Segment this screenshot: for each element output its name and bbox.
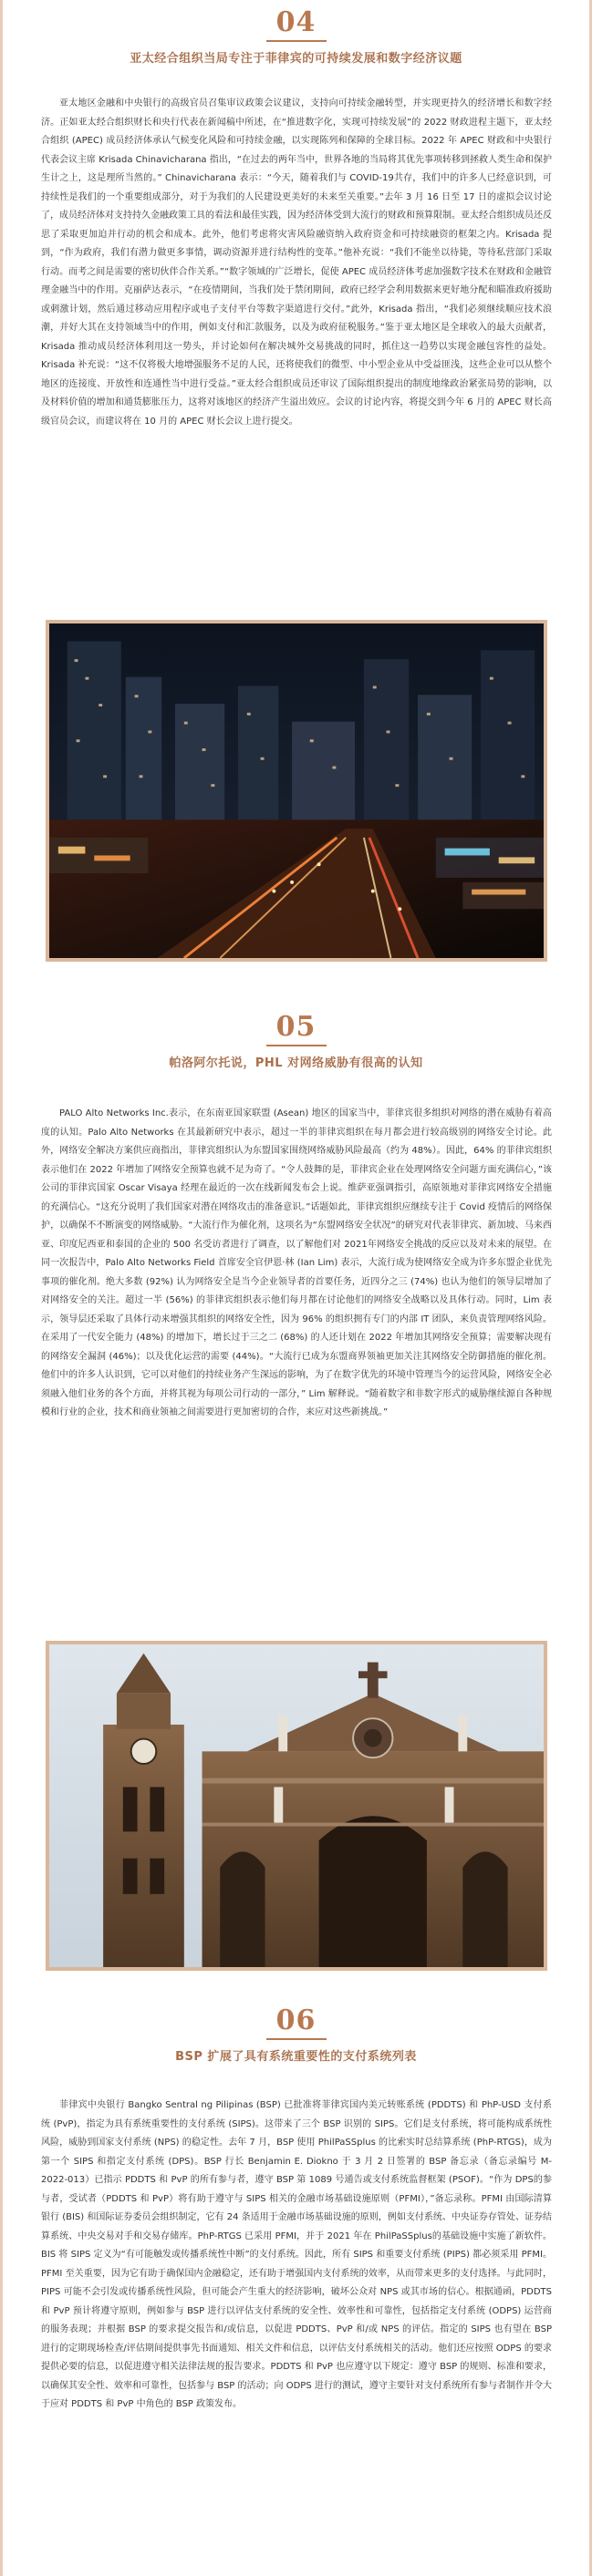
section-title: 帕洛阿尔托说，PHL 对网络威胁有很高的认知 [169, 1056, 423, 1070]
section-title: 亚太经合组织当局专注于菲律宾的可持续发展和数字经济议题 [130, 52, 462, 66]
section-divider [266, 1045, 327, 1046]
section-number: 06 [275, 2004, 317, 2036]
section-divider [266, 40, 327, 42]
section-number: 05 [275, 1011, 317, 1043]
paragraph: PALO Alto Networks Inc.表示，在东南亚国家联盟 (Asean) 地区的国家当中，菲律宾很多组织对网络的潜在威胁有着高度的认知。Palo Alto Networks 在其最新研究中表示，超过一半的菲律宾组织在每月都会进行较高级别的网络安全讨论。此外，网络安全解决方案供应商指出，菲律宾组织认为东盟国家围绕网络威胁风险最高（约为 48%）。因此，64% 的菲律宾组织表示他们在 2022 年增加了网络安全预算也就不足为奇了。“令人鼓舞的是，菲律宾企业在处理网络安全问题方面充满信心，”该公司的菲律宾国家 Oscar Visaya 经理在最近的一次在线新闻发布会上说。维萨亚强调指引，高原领地对菲律宾网络安全措施的充满信心。“这充分说明了我们国家对潜在网络攻击的准备意识。”话题如此，菲律宾组织应继续专注于 Covid 疫情后的网络保护，以确保不不断演变的网络威胁。“大流行作为催化剂，这项名为“东盟网络安全状况”的研究对代表菲律宾、新加坡、马来西亚、印度尼西亚和泰国的企业的 500 名受访者进行了调查，以了解他们对 2021年网络安全挑战的反应以及对未来的展望。在同一次报告中，Palo Alto Networks Field 首席安全官伊恩·林 (Ian Lim) 表示，大流行成为使网络安全成为许多东盟企业优先事项的催化剂。绝大多数 (92%) 认为网络安全是当今企业领导者的首要任务，近四分之三 (74%) 也认为他们的领导层增加了对网络安全的关注。超过一半 (56%) 的菲律宾组织表示他们每月都在讨论他们的网络安全战略以及具体行动。同时，Lim 表示，领导层还采取了具体行动来增强其组织的网络安全性，因为 96% 的组织拥有专门的内部 IT 团队，来负责管理网络风险。在采用了一代安全能力 (48%) 的增加下，增长过于三之二 (68%) 的人还计划在 2022 年增加其网络安全预算；需要解决现有的网络安全漏洞 (46%)；以及优化运营的需要 (44%)。“大流行已成为东盟商界领袖更加关注其网络安全防御措施的催化剂。他们中的许多人认识到，它可以对他们的持续业务产生深远的影响，为了在数字优先的环境中管理当今的运营风险，网络安全必须融入他们业务的各个方面，并将其视为每项公司行动的一部分，” Lim 解释说。“随着数字和非数字形式的威胁继续源自各种规模和行业的企业，技术和商业领袖之间需要进行更加密切的合作，来应对这些新挑战。” [41, 1108, 552, 1417]
section-05-body [41, 1105, 552, 1615]
section-divider [266, 2038, 327, 2040]
section-header [3, 1012, 589, 1072]
cathedral-image [49, 1644, 544, 1967]
section-04 [3, 7, 589, 67]
section-04-body [41, 95, 552, 605]
paragraph: 菲律宾中央银行 Bangko Sentral ng Pilipinas (BSP) 已批准将菲律宾国内美元转账系统 (PDDTS) 和 PhP-USD 支付系统 (PvP)，指定为具有系统重要性的支付系统 (SIPS)。这带来了三个 BSP 识别的 SIPS。它们是支付系统，将可能构成系统性风险，威胁到国家支付系统 (NPS) 的稳定性。去年 7 月，BSP 使用 PhilPaSSplus 的比索实时总结算系统 (PhP-RTGS)，成为第一个 SIPS 和指定支付系统 (DPS)。BSP 行长 Benjamin E. Diokno 于 3 月 2 日签署的 BSP 备忘录（备忘录编号 M- 2022-013）已指示 PDDTS 和 PvP 的所有参与者，遵守 BSP 第 1089 号通告或支付系统监督框架 (PSOF)。“作为 DPS的参与者，受试者（PDDTS 和 PvP）将有助于遵守与 SIPS 相关的金融市场基础设施原则（PFMI），”备忘录称。PFMI 由国际清算银行 (BIS) 和国际证券委员会组织制定，它有 24 条适用于金融市场基础设施的原则，例如支付系统、中央证券存管处、证券结算系统、中央交易对手和交易存储库。PhP-RTGS 已采用 PFMI，并于 2021 年在 PhilPaSSplus的基础设施中实施了新软件。BIS 将 SIPS 定义为“有可能触发或传播系统性中断”的支付系统。因此，所有 SIPS 和重要支付系统 (PIPS) 都必须采用 PFMI。PFMI 至关重要，因为它有助于确保国内金融稳定，还有助于增强国内支付系统的效率，从而带来更多的支付选择。与此同时，PIPS 可能不会引发或传播系统性风险，但可能会产生重大的经济影响，破坏公众对 NPS 或其市场的信心。根据通函，PDDTS 和 PvP 预计将遵守原则，例如参与 BSP 进行以评估支付系统的安全性、效率性和可靠性，包括指定支付系统 (ODPS) 运营商的服务表现；并根据 BSP 的要求提交报告和/或信息，以促进 PDDTS、PvP 和/或 NPS 的评估。指定的 SIPS 也有望在 BSP 进行的定期现场检查/评估期间提供事先书面通知、相关文件和信息，以评估支付系统相关的活动。他们还应按照 ODPS 的要求提供必要的信息，以促进遵守相关法律法规的报告要求。PDDTS 和 PvP 也应遵守以下规定：遵守 BSP 的规则、标准和要求，以确保其安全性、效率和可靠性，包括参与 BSP 的活动；向 ODPS 进行的测试，遵守主要针对支付系统所有参与者制作并令大于应对 PDDTS 和 PvP 中角色的 BSP 政策发布。 [41, 2100, 552, 2409]
night-city-image [49, 623, 544, 958]
manila-night-city-photo [46, 620, 547, 962]
section-06-body [41, 2097, 552, 2557]
section-header [3, 2005, 589, 2066]
section-title: BSP 扩展了具有系统重要性的支付系统列表 [175, 2050, 417, 2064]
section-05 [3, 1012, 589, 1072]
paragraph: 亚太地区金融和中央银行的高级官员召集审议政策会议建议，支持向可持续金融转型，并实现更持久的经济增长和数字经济。正如亚太经合组织财长和央行代表在新闻稿中所述，在“推进数字化，实现可持续发展”的 2022 财政进程主题下，亚太经合组织 (APEC) 成员经济体承认气候变化风险和可持续金融，以实现陈列和保障的全球目标。2022 年 APEC 财政和中央银行代表会议主席 Krisada Chinavicharana 指出，“在过去的两年当中，世界各地的当局将其优先事项转移到拯救人类生命和保护生计之上，这是理所当然的。” Chinavicharana 表示：“今天，随着我们与 COVID-19共存，我们中的许多人已经意识到，可持续性是我们的一个重要组成部分，对于为我们的人民建设更美好的未来至关重要。”去年 3 月 16 日至 17 日的虚拟会议讨论了，成员经济体对支持持久金融政策工具的看法和最佳实践，因为经济体受到大流行的财政和预算限制。亚太经合组织成员还反思了采取更加迫并行动的机会和成本。此外，他们考虑将灾害风险融资纳入政府资金和可持续融资的框架之内。Krisada 提到，“作为政府，我们有潜力做更多事情，调动资源并进行结构性的变革。”他补充说：“我们不能坐以待毙，等待私营部门采取行动。而考之间是需要的密切伙伴合作关系。”“数字领域的广泛增长，促使 APEC 成员经济体考虑加强数字技术在财政和金融管理金融当中的作用。克丽萨达表示，“在疫情期间，当我们处于禁闭期间，政府已经学会利用数据来更好地分配和瞄准政府援助或刺激计划，然后通过移动应用程序或电子支付平台等数字渠道进行交付。”此外，Krisada 指出，“我们必须继续顺应技术浪潮，并好大其在支持领域当中的作用，例如支付和汇款服务，以及为政府征税服务。”鉴于亚太地区是全球收入的最大贡献者，Krisada 推动成员经济体利用这一势头，并讨论如何在解决城外交易挑战的同时，抓住这一趋势以实现金融包容性的益处。Krisada 补充说：“这不仅将极大地增强服务不足的人民，还将使我们的微型、中小型企业从中受益匪浅，这些企业可以从整个地区的连接度、开放性和连通性当中进行受益。”亚太经合组织成员还审议了国际组织提出的制度地缘政治紧张局势的影响，以及材料价值的增加和通货膨胀压力，这将对该地区的经济产生溢出效应。会议的讨论内容，将提交到今年 6 月的 APEC 财长高级官员会议，而建议将在 10 月的 APEC 财长会议上进行提交。 [41, 98, 552, 427]
section-header [3, 7, 589, 67]
section-06 [3, 2005, 589, 2066]
section-number: 04 [275, 6, 317, 38]
manila-cathedral-photo [46, 1641, 547, 1971]
